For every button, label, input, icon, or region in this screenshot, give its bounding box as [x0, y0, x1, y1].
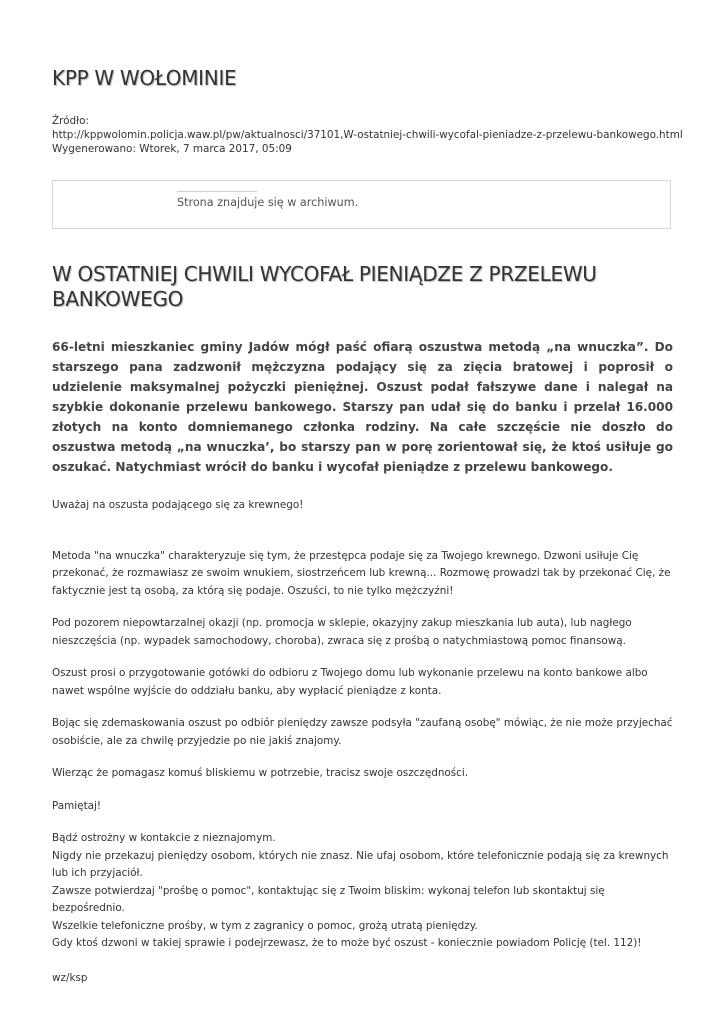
- tip-item: Zawsze potwierdzaj "prośbę o pomoc", kontaktując się z Twoim bliskim: wykonaj telefon lub skontaktuj się bezpośrednio.: [52, 884, 605, 914]
- remember-heading: Pamiętaj!: [52, 799, 102, 812]
- article-body: [52, 497, 673, 987]
- body-paragraph: Oszust prosi o przygotowanie gotówki do odbioru z Twojego domu lub wykonanie przelewu na konto bankowe albo nawet wspólne wyjście do oddziału banku, aby wypłacić pieniądze z konta.: [52, 667, 648, 697]
- body-paragraph: Wierząc że pomagasz komuś bliskiemu w potrzebie, tracisz swoje oszczędności.: [52, 767, 469, 779]
- site-title: KPP W WOŁOMINIE: [52, 66, 237, 90]
- source-label: Źródło:: [52, 115, 89, 127]
- article-lead: 66-letni mieszkaniec gminy Jadów mógł paść ofiarą oszustwa metodą „na wnuczka”. Do starszego pana zadzwonił mężczyzna podający się za zięcia bratowej i poprosił o udzielenie maksymalnej pożyczki pieniężnej. Oszust podał fałszywe dane i nalegał na szybkie dokonanie przelewu bankowego. Starszy pan udał się do banku i przelał 16.000 złotych na konto domniemanego członka rodziny. Na całe szczęście nie doszło do oszustwa metodą „na wnuczka’, bo starszy pan w porę zorientował się, że ktoś usiłuje go oszukać. Natychmiast wrócił do banku i wycofał pieniądze z przelewu bankowego.: [52, 340, 673, 474]
- archive-divider: [177, 191, 257, 192]
- tips-list: [52, 830, 673, 953]
- body-paragraph: Bojąc się zdemaskowania oszust po odbiór pieniędzy zawsze podsyła "zaufaną osobę" mówiąc, że nie może przyjechać osobiście, ale za chwilę przyjedzie po nie jakiś znajomy.: [52, 717, 673, 747]
- article-signature: wz/ksp: [52, 971, 88, 984]
- source-url: http://kppwolomin.policja.waw.pl/pw/aktualnosci/37101,W-ostatniej-chwili-wycofal-pieniadze-z-przelewu-bankowego.html: [52, 129, 683, 141]
- tip-item: Nigdy nie przekazuj pieniędzy osobom, których nie znasz. Nie ufaj osobom, które telefonicznie podają się za krewnych lub ich przyjaciół.: [52, 849, 669, 879]
- tip-item: Gdy ktoś dzwoni w takiej sprawie i podejrzewasz, że to może być oszust - koniecznie powiadom Policję (tel. 112)!: [52, 937, 642, 949]
- generated-date: Wygenerowano: Wtorek, 7 marca 2017, 05:09: [52, 143, 292, 155]
- article-title: W OSTATNIEJ CHWILI WYCOFAŁ PIENIĄDZE Z PRZELEWU BANKOWEGO: [52, 262, 597, 311]
- tip-item: Wszelkie telefoniczne prośby, w tym z zagranicy o pomoc, grożą utratą pieniędzy.: [52, 919, 478, 932]
- body-paragraph: Pod pozorem niepowtarzalnej okazji (np. promocja w sklepie, okazyjny zakup mieszkania lub auta), lub nagłego nieszczęścia (np. wypadek samochodowy, choroba), zwraca się z prośbą o natychmiastową pomoc finansową.: [52, 617, 632, 647]
- source-meta: [52, 114, 683, 156]
- warning-paragraph: Uważaj na oszusta podającego się za krewnego!: [52, 499, 304, 511]
- tip-item: Bądź ostrożny w kontakcie z nieznajomym.: [52, 832, 276, 844]
- archive-notice-text: Strona znajduje się w archiwum.: [177, 196, 359, 209]
- archive-notice-box: [52, 180, 671, 229]
- body-paragraph: Metoda "na wnuczka" charakteryzuje się tym, że przestępca podaje się za Twojego krewnego. Dzwoni usiłuje Cię przekonać, że rozmawiasz ze swoim wnukiem, siostrzeńcem lub krewną... Rozmowę prowadzi tak by przekonać Cię, że faktycznie jest tą osobą, za którą się podaje. Oszuści, to nie tylko mężczyźni!: [52, 549, 671, 597]
